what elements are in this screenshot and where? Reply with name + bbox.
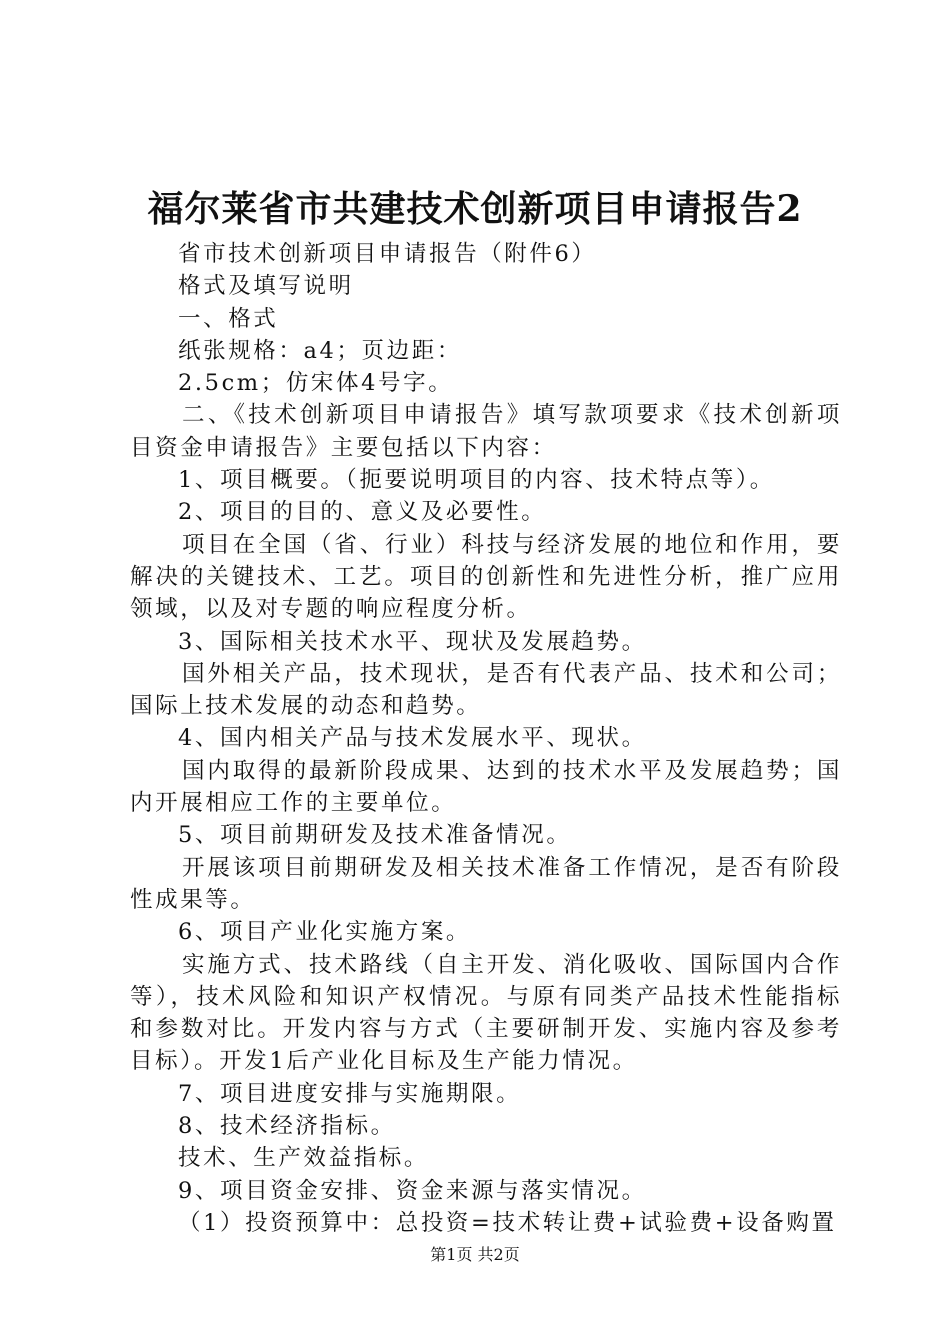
paragraph-item-9-1: （1）投资预算中：总投资=技术转让费+试验费+设备购置 xyxy=(178,1209,837,1236)
paragraph-item-6: 6、项目产业化实施方案。 xyxy=(178,919,472,946)
paragraph-item-7: 7、项目进度安排与实施期限。 xyxy=(178,1080,522,1107)
document-title: 福尔莱省市共建技术创新项目申请报告2 xyxy=(147,188,803,230)
paragraph-item-3: 3、国际相关技术水平、现状及发展趋势。 xyxy=(178,628,647,655)
paragraph-item-5: 5、项目前期研发及技术准备情况。 xyxy=(178,822,572,849)
paragraph-paper-spec: 纸张规格：a4；页边距： xyxy=(178,337,462,364)
paragraph-subtitle: 省市技术创新项目申请报告（附件6） xyxy=(178,241,597,267)
paragraph-item-2: 2、项目的目的、意义及必要性。 xyxy=(178,499,547,526)
paragraph-format-note: 格式及填写说明 xyxy=(178,273,354,300)
paragraph-item-3-detail: 国外相关产品，技术现状，是否有代表产品、技术和公司；国际上技术发展的动态和趋势。 xyxy=(130,660,842,720)
paragraph-margin-font: 2.5cm；仿宋体4号字。 xyxy=(178,370,454,397)
paragraph-item-4-detail: 国内取得的最新阶段成果、达到的技术水平及发展趋势；国内开展相应工作的主要单位。 xyxy=(130,757,842,817)
paragraph-item-1: 1、项目概要。（扼要说明项目的内容、技术特点等）。 xyxy=(178,467,775,494)
paragraph-item-9: 9、项目资金安排、资金来源与落实情况。 xyxy=(178,1177,647,1204)
paragraph-section-1: 一、格式 xyxy=(178,305,279,332)
page-number-footer: 第1页 共2页 xyxy=(430,1245,520,1264)
document-body xyxy=(130,238,842,1239)
paragraph-item-5-detail: 开展该项目前期研发及相关技术准备工作情况，是否有阶段性成果等。 xyxy=(130,854,842,913)
paragraph-item-6-detail: 实施方式、技术路线（自主开发、消化吸收、国际国内合作等），技术风险和知识产权情况。与原有同类产品技术性能指标和参数对比。开发内容与方式（主要研制开发、实施内容及参考目标）。开发1后产业化目标及生产能力情况。 xyxy=(130,951,842,1075)
paragraph-item-8-detail: 技术、生产效益指标。 xyxy=(178,1145,430,1172)
paragraph-item-2-detail: 项目在全国（省、行业）科技与经济发展的地位和作用，要解决的关键技术、工艺。项目的创新性和先进性分析，推广应用领域，以及对专题的响应程度分析。 xyxy=(130,531,842,623)
paragraph-item-8: 8、技术经济指标。 xyxy=(178,1113,396,1140)
paragraph-item-4: 4、国内相关产品与技术发展水平、现状。 xyxy=(178,725,647,752)
paragraph-section-2: 二、《技术创新项目申请报告》填写款项要求《技术创新项目资金申请报告》主要包括以下内容： xyxy=(130,402,842,461)
